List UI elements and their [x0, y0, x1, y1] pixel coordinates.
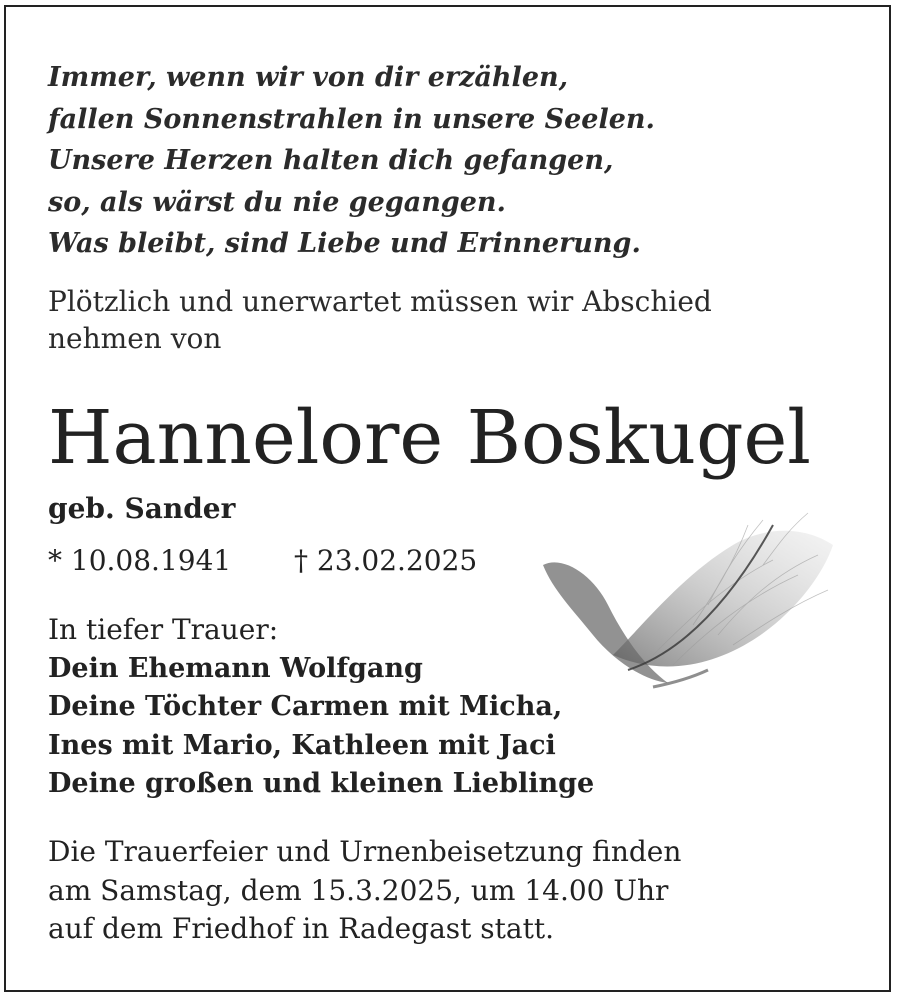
mourner-line: Deine großen und kleinen Lieblinge	[48, 768, 595, 799]
mourner-line: Ines mit Mario, Kathleen mit Jaci	[48, 729, 556, 761]
service-line: Die Trauerfeier und Urnenbeisetzung finden	[48, 835, 682, 868]
deceased-name: Hannelore Boskugel	[48, 395, 811, 481]
poem-line: fallen Sonnenstrahlen in unsere Seelen.	[48, 103, 655, 135]
poem-line: Immer, wenn wir von dir erzählen,	[48, 62, 569, 93]
poem-line: so, als wärst du nie gegangen.	[48, 186, 506, 218]
intro-line: nehmen von	[48, 322, 222, 355]
intro-text	[48, 283, 712, 357]
service-line: am Samstag, dem 15.3.2025, um 14.00 Uhr	[48, 873, 669, 907]
life-dates	[48, 542, 478, 580]
poem-line: Was bleibt, sind Liebe und Erinnerung.	[48, 228, 641, 259]
intro-line: Plötzlich und unerwartet müssen wir Abschied	[48, 285, 712, 318]
birth-date: * 10.08.1941	[48, 544, 232, 577]
mourning-heading: In tiefer Trauer:	[48, 613, 279, 646]
poem	[48, 57, 655, 265]
death-date: † 23.02.2025	[294, 544, 478, 577]
mourner-line: Deine Töchter Carmen mit Micha,	[48, 691, 563, 722]
service-info	[48, 833, 681, 949]
service-line: auf dem Friedhof in Radegast statt.	[48, 912, 555, 945]
mourning-section	[48, 611, 594, 804]
mourner-line: Dein Ehemann Wolfgang	[48, 652, 423, 684]
birth-name: geb. Sander	[48, 492, 236, 525]
poem-line: Unsere Herzen halten dich gefangen,	[48, 145, 614, 176]
